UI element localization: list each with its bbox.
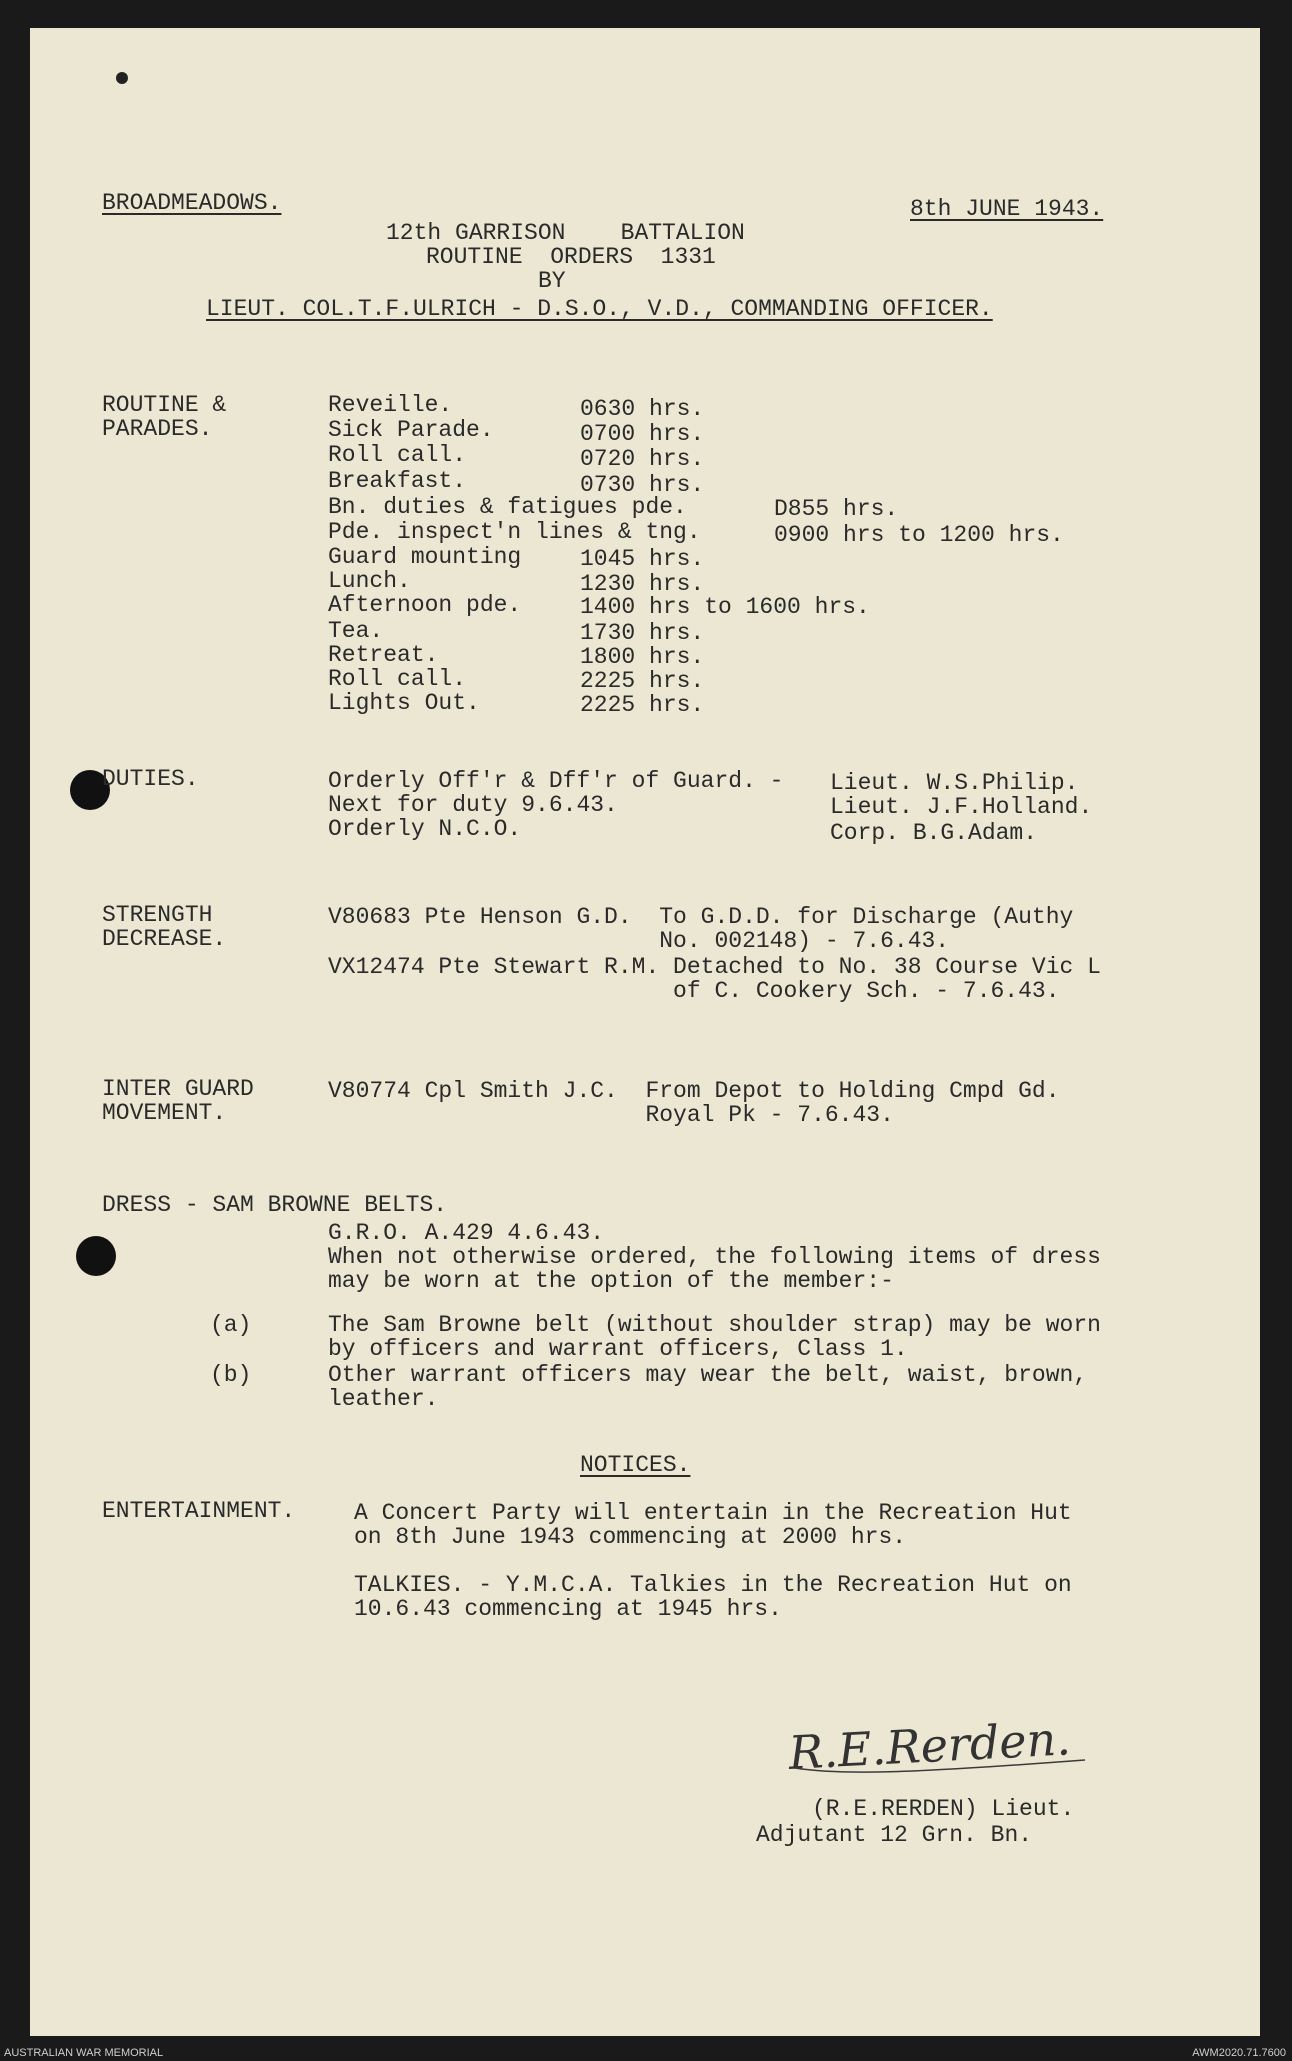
routine-time: 1045 hrs. [580, 546, 705, 572]
duties-heading: DUTIES. [102, 766, 199, 792]
dress-item-b-label: (b) [210, 1362, 252, 1388]
routine-time: 1730 hrs. [580, 620, 705, 646]
routine-time: 0630 hrs. [580, 396, 705, 422]
punch-hole-bottom [76, 1236, 116, 1276]
header-date: 8th JUNE 1943. [910, 196, 1104, 222]
strength-line: VX12474 Pte Stewart R.M. Detached to No. 38 Course Vic L [328, 954, 1101, 980]
dress-item-a-label: (a) [210, 1312, 252, 1338]
footer-left: AUSTRALIAN WAR MEMORIAL [4, 2047, 164, 2059]
signature-title: Adjutant 12 Grn. Bn. [756, 1822, 1033, 1848]
routine-label: Roll call. [328, 442, 467, 468]
strength-heading-1: STRENGTH [102, 902, 213, 928]
routine-time: 1230 hrs. [580, 571, 705, 597]
talkies-line: TALKIES. - Y.M.C.A. Talkies in the Recreation Hut on [354, 1572, 1072, 1598]
svg-text:R.E.Rerden.: R.E.Rerden. [787, 1711, 1072, 1780]
routine-time: 2225 hrs. [580, 692, 705, 718]
routine-label: Pde. inspect'n lines & tng. [328, 519, 701, 545]
routine-label: Retreat. [328, 642, 439, 668]
routine-label: Afternoon pde. [328, 592, 522, 618]
strength-line: V80683 Pte Henson G.D. To G.D.D. for Discharge (Authy [328, 904, 1074, 930]
routine-time: 1800 hrs. [580, 644, 705, 670]
routine-time: 1400 hrs to 1600 hrs. [580, 594, 870, 620]
routine-label: Tea. [328, 618, 384, 644]
dress-item-b-line: Other warrant officers may wear the belt, waist, brown, [328, 1362, 1088, 1388]
routine-label: Sick Parade. [328, 417, 494, 443]
routine-heading-2: PARADES. [102, 416, 213, 442]
header-by: BY [538, 268, 566, 294]
dress-item-a-line: The Sam Browne belt (without shoulder strap) may be worn [328, 1312, 1101, 1338]
header-orders: ROUTINE ORDERS 1331 [426, 244, 716, 270]
footer-bar [0, 2046, 1292, 2061]
routine-label: Lights Out. [328, 690, 480, 716]
routine-time: D855 hrs. [774, 496, 899, 522]
routine-heading-1: ROUTINE & [102, 392, 227, 418]
dress-heading: DRESS - SAM BROWNE BELTS. [102, 1192, 448, 1218]
inter-guard-heading-2: MOVEMENT. [102, 1100, 227, 1126]
pin-hole [116, 72, 128, 84]
routine-label: Guard mounting [328, 544, 522, 570]
routine-time: 0900 hrs to 1200 hrs. [774, 522, 1064, 548]
header-commander: LIEUT. COL.T.F.ULRICH - D.S.O., V.D., COMMANDING OFFICER. [206, 296, 993, 322]
strength-heading-2: DECREASE. [102, 926, 227, 952]
dress-line: G.R.O. A.429 4.6.43. [328, 1220, 605, 1246]
inter-guard-line: Royal Pk - 7.6.43. [328, 1102, 894, 1128]
strength-line: of C. Cookery Sch. - 7.6.43. [328, 978, 1060, 1004]
duty-name: Lieut. J.F.Holland. [830, 794, 1093, 820]
dress-line: When not otherwise ordered, the following items of dress [328, 1244, 1101, 1270]
duty-role: Orderly Off'r & Dff'r of Guard. - [328, 768, 784, 794]
entertainment-label: ENTERTAINMENT. [102, 1498, 296, 1524]
talkies-line: 10.6.43 commencing at 1945 hrs. [354, 1596, 782, 1622]
header-unit: 12th GARRISON BATTALION [386, 220, 745, 246]
routine-time: 2225 hrs. [580, 668, 705, 694]
dress-line: may be worn at the option of the member:- [328, 1268, 894, 1294]
routine-label: Bn. duties & fatigues pde. [328, 494, 687, 520]
dress-item-b-line: leather. [328, 1386, 439, 1412]
routine-label: Lunch. [328, 568, 411, 594]
duty-name: Corp. B.G.Adam. [830, 820, 1038, 846]
inter-guard-heading-1: INTER GUARD [102, 1076, 254, 1102]
routine-time: 0700 hrs. [580, 421, 705, 447]
routine-label: Roll call. [328, 666, 467, 692]
notices-heading: NOTICES. [580, 1452, 691, 1478]
document-page [30, 28, 1260, 2036]
duty-role: Orderly N.C.O. [328, 816, 522, 842]
signature-name: (R.E.RERDEN) Lieut. [812, 1796, 1075, 1822]
inter-guard-line: V80774 Cpl Smith J.C. From Depot to Holding Cmpd Gd. [328, 1078, 1060, 1104]
duty-role: Next for duty 9.6.43. [328, 792, 618, 818]
dress-item-a-line: by officers and warrant officers, Class 1. [328, 1336, 908, 1362]
header-location: BROADMEADOWS. [102, 190, 282, 216]
routine-label: Reveille. [328, 392, 453, 418]
strength-line: No. 002148) - 7.6.43. [328, 928, 950, 954]
routine-label: Breakfast. [328, 468, 467, 494]
handwritten-signature [785, 1706, 1115, 1786]
footer-right: AWM2020.71.7600 [1192, 2047, 1286, 2059]
entertainment-line: on 8th June 1943 commencing at 2000 hrs. [354, 1524, 907, 1550]
duty-name: Lieut. W.S.Philip. [830, 770, 1079, 796]
routine-time: 0730 hrs. [580, 472, 705, 498]
routine-time: 0720 hrs. [580, 446, 705, 472]
entertainment-line: A Concert Party will entertain in the Recreation Hut [354, 1500, 1072, 1526]
